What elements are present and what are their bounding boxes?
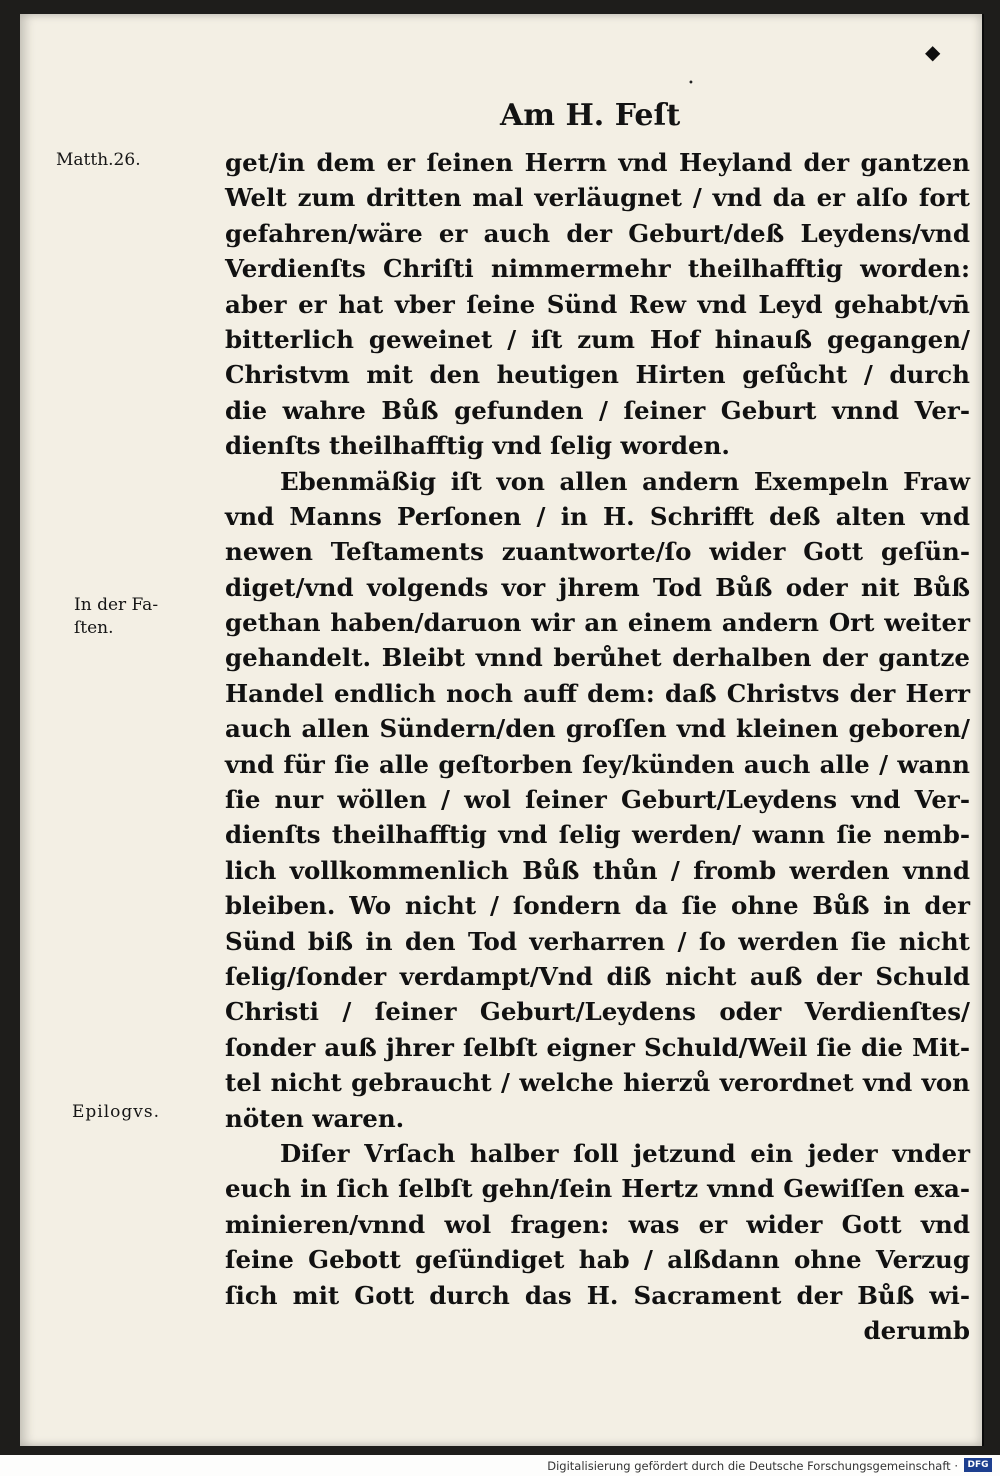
text-line: dienſts theilhafftig vnd ſelig werden/ wann ſie nemb- [225,820,970,850]
text-line: Sünd biß in den Tod verharren / ſo werden ſie nicht [225,926,970,956]
text-line: gehandelt. Bleibt vnnd berůhet derhalben der gantze [225,643,970,673]
text-line: gethan haben/daruon wir an einem andern Ort weiter [225,608,970,638]
main-text-block [225,145,970,1348]
text-line: Welt zum dritten mal verläugnet / vnd da er alſo fort [225,183,970,213]
text-line: Christvm mit den heutigen Hirten geſůcht / durch [225,360,970,390]
margin-note-fasten [74,594,158,640]
text-line: aber er hat vber ſeine Sünd Rew vnd Leyd gehabt/vn̄ [225,289,970,319]
text-line: euch in ſich ſelbſt gehn/ſein Hertz vnnd Gewiſſen exa- [225,1174,970,1204]
text-line: tel nicht gebraucht / welche hierzů verordnet vnd von [225,1068,970,1098]
text-line: bitterlich geweinet / iſt zum Hof hinauß gegangen/ [225,324,970,354]
page-corner-mark: ◆ [925,40,941,64]
margin-note-matth: Matth.26. [56,150,141,170]
text-line: minieren/vnnd wol fragen: was er wider Gott vnd [225,1209,970,1239]
text-line: ſeine Gebott geſündiget hab / alßdann ohne Verzug [225,1245,970,1275]
margin-note-fasten-line2: ſten. [74,618,114,638]
text-line: get/in dem er ſeinen Herrn vnd Heyland der gantzen [225,148,970,177]
dfg-logo: DFG [964,1458,992,1472]
text-line: die wahre Bůß gefunden / ſeiner Geburt vnnd Ver- [225,395,970,425]
catchword: derumb [863,1315,970,1345]
text-line: Verdienſts Chriſti nimmermehr theilhafftig worden: [225,254,970,284]
footer-credit: Digitalisierung gefördert durch die Deutsche Forschungsgemeinschaft · [547,1459,958,1473]
text-line: Diſer Vrſach halber ſoll jetzund ein jeder vnder [280,1138,970,1168]
text-line: ſich mit Gott durch das H. Sacrament der Bůß wi- [225,1280,970,1310]
page-dot-mark: • [688,78,694,89]
text-line: auch allen Sündern/den groſſen vnd kleinen geboren/ [225,714,970,744]
text-line: vnd für ſie alle geſtorben ſey/künden auch alle / wann [225,749,970,779]
text-line: bleiben. Wo nicht / ſondern da ſie ohne Bůß in der [225,891,970,921]
text-line: gefahren/wäre er auch der Geburt/deß Leydens/vnd [225,218,970,248]
text-line: ſelig/ſonder verdampt/Vnd diß nicht auß der Schuld [225,961,970,991]
text-line: ſie nur wöllen / wol ſeiner Geburt/Leydens vnd Ver- [225,785,970,815]
digitization-footer [0,1455,1000,1476]
margin-note-epilogus: Epilogvs. [72,1102,161,1122]
text-line: diget/vnd volgends vor jhrem Tod Bůß oder nit Bůß [225,572,970,602]
margin-note-fasten-line1: In der Fa- [74,595,159,615]
text-line: ſonder auß jhrer ſelbſt eigner Schuld/Weil ſie die Mit- [225,1032,970,1062]
book-page [20,14,984,1446]
text-line: vnd Manns Perſonen / in H. Schrifft deß alten vnd [225,501,970,531]
running-title: Am H. Feſt [500,98,681,133]
text-line: Christi / ſeiner Geburt/Leydens oder Verdienſtes/ [225,997,970,1027]
text-line: dienſts theilhafftig vnd ſelig worden. [225,431,730,461]
text-line: nöten waren. [225,1103,405,1133]
text-line: lich vollkommenlich Bůß thůn / fromb werden vnnd [225,855,970,885]
text-line: newen Teſtaments zuantworte/ſo wider Gott geſün- [225,537,970,567]
text-line: Ebenmäßig iſt von allen andern Exempeln Fraw [280,466,970,496]
text-line: Handel endlich noch auff dem: daß Christvs der Herr [225,678,970,708]
